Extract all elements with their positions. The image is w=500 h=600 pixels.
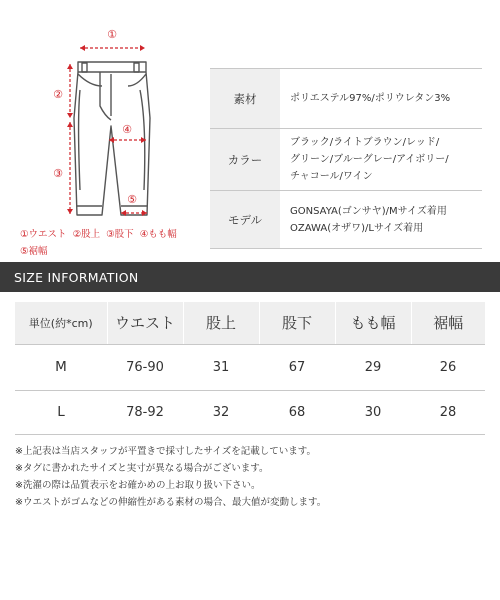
pants-measurement-diagram (0, 0, 205, 262)
spec-row-model (210, 191, 482, 249)
product-spec-table (210, 68, 482, 249)
spec-label: 素材 (210, 69, 280, 128)
legend-item-waist: ①ウエスト (20, 229, 67, 240)
table-cell: 76-90 (107, 344, 183, 390)
size-notes (15, 443, 490, 511)
note-line: ※ウエストがゴムなどの伸縮性がある素材の場合、最大値が変動します。 (15, 497, 327, 508)
size-information-header (0, 262, 500, 292)
table-row (15, 344, 485, 390)
header-thigh: もも幅 (335, 302, 411, 344)
spec-label: モデル (210, 191, 280, 248)
marker-thigh: ④ (122, 123, 132, 136)
legend-item-hem: ⑤裾幅 (20, 246, 48, 257)
spec-value (280, 129, 482, 190)
legend-item-rise: ②股上 (72, 229, 101, 240)
spec-value-line: GONSAYA(ゴンサヤ)/Mサイズ着用 (290, 205, 447, 217)
table-row (15, 390, 485, 434)
spec-value-line: ポリエステル97%/ポリウレタン3% (290, 93, 451, 104)
size-cell: M (15, 344, 107, 390)
header-unit: 単位(約*cm) (15, 302, 107, 344)
spec-row-material (210, 69, 482, 129)
table-cell: 29 (335, 344, 411, 390)
spec-value-line: グリーン/ブルーグレー/アイボリー/ (290, 154, 449, 165)
legend-item-thigh: ④もも幅 (139, 229, 177, 240)
table-cell: 30 (335, 390, 411, 434)
table-cell: 67 (259, 344, 335, 390)
table-cell: 68 (259, 390, 335, 434)
header-inseam: 股下 (259, 302, 335, 344)
table-cell: 78-92 (107, 390, 183, 434)
spec-value (280, 191, 482, 248)
measurement-legend (20, 226, 220, 260)
table-cell: 28 (411, 390, 485, 434)
table-cell: 32 (183, 390, 259, 434)
marker-waist: ① (107, 28, 117, 41)
note-line: ※上記表は当店スタッフが平置きで採寸したサイズを記載しています。 (15, 446, 316, 457)
legend-item-inseam: ③股下 (106, 229, 134, 240)
spec-value-line: OZAWA(オザワ)/Lサイズ着用 (290, 222, 424, 234)
note-line: ※タグに書かれたサイズと実寸が異なる場合がございます。 (15, 463, 269, 474)
spec-label: カラー (210, 129, 280, 190)
note-line: ※洗濯の際は品質表示をお確かめの上お取り扱い下さい。 (15, 480, 261, 491)
marker-rise: ② (53, 88, 63, 101)
header-rise: 股上 (183, 302, 259, 344)
size-table-header-row (15, 302, 485, 344)
table-cell: 26 (411, 344, 485, 390)
header-waist: ウエスト (107, 302, 183, 344)
pants-outline-illustration (0, 0, 205, 230)
spec-value (280, 69, 482, 128)
spec-value-line: ブラック/ライトブラウン/レッド/ (290, 137, 440, 148)
table-cell: 31 (183, 344, 259, 390)
size-cell: L (15, 390, 107, 434)
marker-inseam: ③ (53, 167, 63, 180)
size-table (15, 302, 485, 435)
spec-value-line: チャコール/ワイン (290, 171, 373, 182)
section-title: SIZE INFORMATION (14, 269, 139, 285)
marker-hem: ⑤ (127, 193, 137, 206)
spec-row-color (210, 129, 482, 191)
header-hem: 裾幅 (411, 302, 485, 344)
